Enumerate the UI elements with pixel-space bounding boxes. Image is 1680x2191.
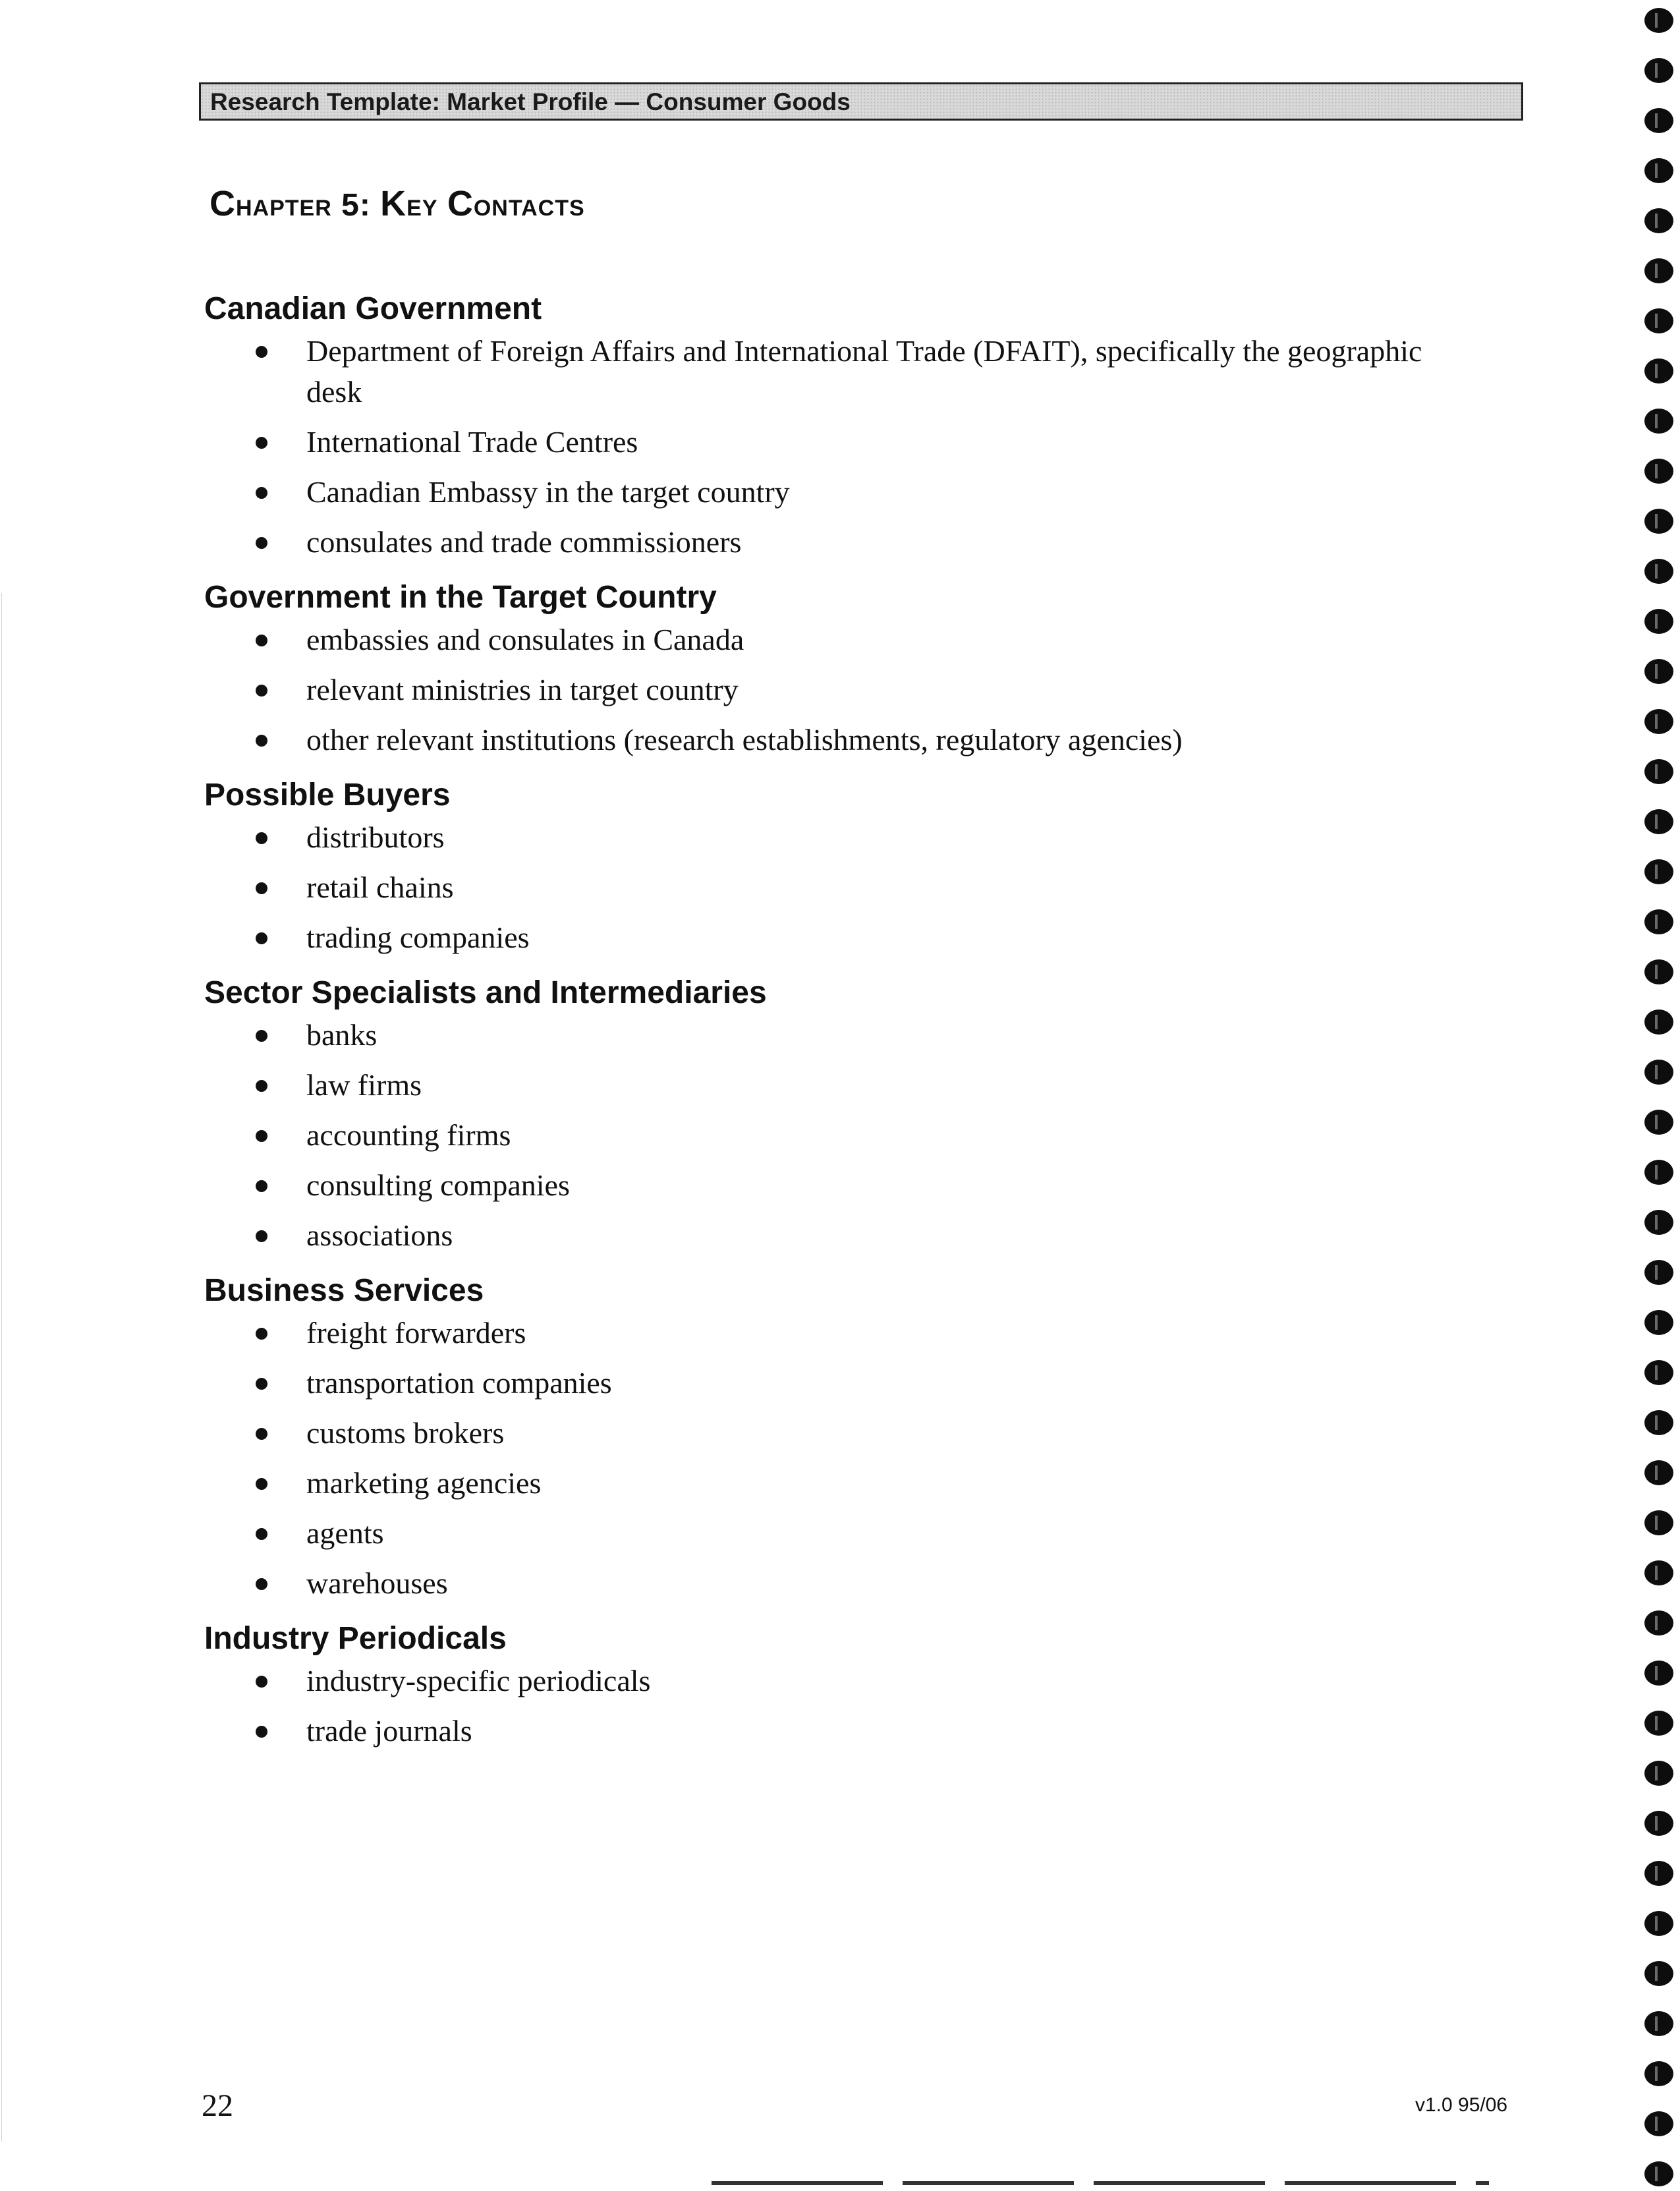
bullet-list — [204, 1313, 1443, 1604]
chapter-title — [210, 183, 585, 224]
binding-hole-icon — [1644, 1260, 1673, 1285]
binding-hole-icon — [1644, 1060, 1673, 1085]
bullet-dot-icon — [256, 1528, 267, 1540]
binding-hole-icon — [1644, 1010, 1673, 1035]
bullet-dot-icon — [256, 1578, 267, 1590]
binding-hole-icon — [1644, 1861, 1673, 1886]
list-item-text: trading companies — [306, 921, 530, 954]
bullet-list — [204, 1015, 1443, 1256]
list-item — [204, 422, 1443, 463]
binding-hole-icon — [1644, 1110, 1673, 1135]
binding-hole-icon — [1644, 1510, 1673, 1535]
bullet-dot-icon — [256, 1378, 267, 1390]
list-item — [204, 619, 1443, 660]
bullet-dot-icon — [256, 735, 267, 747]
bullet-dot-icon — [256, 346, 267, 358]
section-sector-specialists — [204, 971, 1443, 1256]
list-item — [204, 1363, 1443, 1404]
binding-hole-icon — [1644, 1961, 1673, 1986]
list-item-text: warehouses — [306, 1566, 448, 1600]
header-banner — [199, 82, 1523, 121]
list-item-text: freight forwarders — [306, 1316, 526, 1350]
list-item-text: Department of Foreign Affairs and International Trade (DFAIT), specifically the geographic desk — [306, 334, 1422, 409]
list-item — [204, 1563, 1443, 1604]
bullet-dot-icon — [256, 1030, 267, 1042]
list-item-text: agents — [306, 1516, 384, 1550]
binding-hole-icon — [1644, 2161, 1673, 2186]
binding-hole-icon — [1644, 8, 1673, 33]
section-government-target-country — [204, 576, 1443, 760]
bullet-dot-icon — [256, 1130, 267, 1142]
chapter-title-initial-c2: C — [447, 184, 474, 223]
list-item — [204, 1215, 1443, 1256]
bullet-dot-icon — [256, 1676, 267, 1688]
version-label: v1.0 95/06 — [1415, 2094, 1508, 2116]
list-item-text: embassies and consulates in Canada — [306, 623, 744, 656]
section-heading: Business Services — [204, 1273, 484, 1308]
bullet-dot-icon — [256, 437, 267, 449]
bullet-dot-icon — [256, 1080, 267, 1092]
bullet-dot-icon — [256, 635, 267, 646]
list-item-text: transportation companies — [306, 1366, 612, 1400]
list-item — [204, 917, 1443, 958]
bullet-dot-icon — [256, 487, 267, 499]
binding-hole-icon — [1644, 1310, 1673, 1335]
section-heading: Government in the Target Country — [204, 580, 717, 615]
binding-hole-icon — [1644, 1410, 1673, 1435]
list-item-text: Canadian Embassy in the target country — [306, 475, 790, 509]
list-item-text: International Trade Centres — [306, 425, 638, 459]
binding-hole-icon — [1644, 959, 1673, 984]
list-item-text: consulates and trade commissioners — [306, 525, 742, 559]
binding-hole-icon — [1644, 1761, 1673, 1786]
binding-hole-icon — [1644, 659, 1673, 684]
binding-hole-icon — [1644, 609, 1673, 634]
binding-hole-icon — [1644, 1360, 1673, 1385]
list-item — [204, 1115, 1443, 1156]
bullet-dot-icon — [256, 1180, 267, 1192]
bullet-list — [204, 619, 1443, 760]
list-item — [204, 1413, 1443, 1454]
binding-hole-icon — [1644, 208, 1673, 233]
list-item — [204, 472, 1443, 513]
section-industry-periodicals — [204, 1617, 1443, 1751]
bullet-dot-icon — [256, 685, 267, 697]
binding-hole-icon — [1644, 1661, 1673, 1686]
list-item-text: law firms — [306, 1068, 422, 1102]
list-item — [204, 867, 1443, 908]
page-number: 22 — [202, 2088, 233, 2123]
list-item — [204, 1513, 1443, 1554]
chapter-title-word-contacts: ontacts — [473, 188, 585, 223]
section-heading: Possible Buyers — [204, 778, 451, 812]
list-item-text: relevant ministries in target country — [306, 673, 739, 706]
list-item — [204, 720, 1443, 760]
chapter-title-word-key: ey — [406, 188, 447, 223]
scan-edge-line — [1, 593, 2, 2142]
list-item-text: retail chains — [306, 870, 454, 904]
list-item-text: industry-specific periodicals — [306, 1664, 651, 1697]
bullet-dot-icon — [256, 537, 267, 549]
contact-sections — [204, 287, 1443, 1761]
binding-hole-icon — [1644, 358, 1673, 384]
section-canadian-government — [204, 287, 1443, 563]
bullet-dot-icon — [256, 932, 267, 944]
binding-hole-icon — [1644, 509, 1673, 534]
header-banner-text: Research Template: Market Profile — Consumer Goods — [210, 88, 851, 115]
binding-hole-icon — [1644, 809, 1673, 834]
list-item-text: associations — [306, 1218, 453, 1252]
list-item — [204, 1065, 1443, 1106]
binding-hole-icon — [1644, 409, 1673, 434]
list-item-text: accounting firms — [306, 1118, 511, 1152]
bullet-dot-icon — [256, 1328, 267, 1340]
chapter-title-word-chapter: hapter 5: — [236, 188, 381, 223]
list-item — [204, 1711, 1443, 1751]
bullet-dot-icon — [256, 1428, 267, 1440]
list-item-text: other relevant institutions (research establishments, regulatory agencies) — [306, 723, 1183, 756]
binding-hole-icon — [1644, 1911, 1673, 1936]
list-item — [204, 1463, 1443, 1504]
list-item — [204, 331, 1443, 413]
list-item — [204, 1015, 1443, 1056]
binding-hole-icon — [1644, 1560, 1673, 1585]
binding-hole-icon — [1644, 1160, 1673, 1185]
bullet-dot-icon — [256, 1726, 267, 1738]
binding-hole-icon — [1644, 1210, 1673, 1235]
chapter-title-initial-k: K — [380, 184, 407, 223]
list-item-text: trade journals — [306, 1714, 472, 1748]
binding-hole-icon — [1644, 158, 1673, 183]
list-item-text: consulting companies — [306, 1168, 570, 1202]
bullet-list — [204, 817, 1443, 958]
bullet-dot-icon — [256, 882, 267, 894]
binding-hole-icon — [1644, 459, 1673, 484]
binding-hole-icon — [1644, 1610, 1673, 1636]
list-item-text: marketing agencies — [306, 1466, 542, 1500]
list-item — [204, 1313, 1443, 1353]
list-item-text: customs brokers — [306, 1416, 505, 1450]
list-item — [204, 1661, 1443, 1701]
binding-hole-icon — [1644, 258, 1673, 283]
section-heading: Industry Periodicals — [204, 1621, 507, 1656]
list-item-text: banks — [306, 1018, 378, 1052]
bottom-scan-edge — [712, 2181, 1489, 2185]
binding-hole-icon — [1644, 709, 1673, 734]
chapter-title-initial-c: C — [210, 184, 236, 223]
binding-hole-icon — [1644, 1711, 1673, 1736]
binding-hole-icon — [1644, 909, 1673, 934]
bullet-dot-icon — [256, 832, 267, 844]
binding-hole-icon — [1644, 859, 1673, 884]
binding-hole-icon — [1644, 2111, 1673, 2136]
binding-hole-icon — [1644, 108, 1673, 133]
list-item — [204, 669, 1443, 710]
bullet-dot-icon — [256, 1230, 267, 1242]
section-heading: Canadian Government — [204, 291, 542, 326]
binding-hole-icon — [1644, 1460, 1673, 1485]
section-possible-buyers — [204, 774, 1443, 958]
list-item — [204, 522, 1443, 563]
binding-hole-icon — [1644, 2011, 1673, 2036]
bullet-list — [204, 331, 1443, 563]
section-business-services — [204, 1269, 1443, 1604]
spiral-binding-holes — [1639, 0, 1679, 2191]
list-item — [204, 1165, 1443, 1206]
binding-hole-icon — [1644, 2061, 1673, 2086]
binding-hole-icon — [1644, 308, 1673, 333]
section-heading: Sector Specialists and Intermediaries — [204, 975, 767, 1010]
binding-hole-icon — [1644, 58, 1673, 83]
list-item — [204, 817, 1443, 858]
bullet-list — [204, 1661, 1443, 1751]
binding-hole-icon — [1644, 759, 1673, 784]
binding-hole-icon — [1644, 1811, 1673, 1836]
list-item-text: distributors — [306, 820, 445, 854]
binding-hole-icon — [1644, 559, 1673, 584]
bullet-dot-icon — [256, 1478, 267, 1490]
